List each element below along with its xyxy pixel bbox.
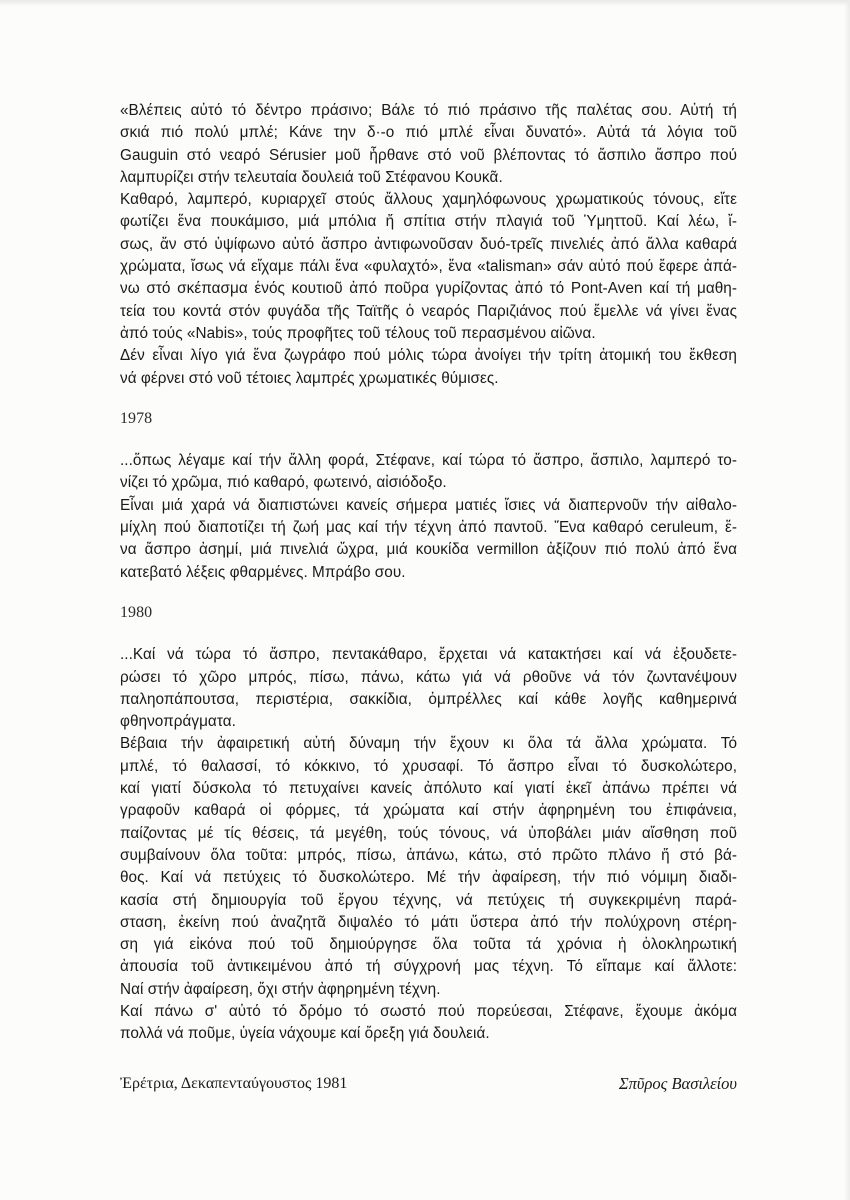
text-line: φθηνοπράγματα. (120, 713, 236, 731)
text-line: κασία στή δημιουργία τοῦ ἔργου τέχνης, νά πετύχεις τή συγκεκριμένη παρά- (120, 891, 737, 909)
text-line: παληοπάπουτσα, περιστέρια, σακκίδια, ὀμπρέλλες καί κάθε λογῆς καθημερινά (120, 690, 737, 708)
page-right-shadow (844, 0, 850, 1200)
text-line: ...ὅπως λέγαμε καί τήν ἄλλη φορά, Στέφανε, καί τώρα τό ἄσπρο, ἄσπιλο, λαμπερό το- (120, 452, 737, 470)
footer (120, 1073, 737, 1097)
text-line: λαμπυρίζει στήν τελευταία δουλειά τοῦ Στέφανου Κουκᾶ. (120, 168, 503, 186)
text-line: μπλέ, τό θαλασσί, τό κόκκινο, τό χρυσαφί. Τό ἄσπρο εἶναι τό δυσκολώτερο, (120, 757, 737, 775)
place-date: Ἐρέτρια, Δεκαπενταύγουστος 1981 (120, 1075, 348, 1092)
text-line: τεία του κοντά στόν φυγάδα τῆς Ταϊτῆς ὁ νεαρός Παριζιάνος πού ἔμελλε νά γίνει ἕνας (120, 302, 737, 320)
text-line: Εἶναι μιά χαρά νά διαπιστώνει κανείς σήμερα ματιές ἴσιες νά διαπερνοῦν τήν αἰθαλο- (120, 496, 737, 514)
text-line: κατεβατό λέξεις φθαρμένες. Μπράβο σου. (120, 563, 406, 581)
section-1 (120, 100, 737, 390)
text-line: Βέβαια τήν ἀφαιρετική αὐτή δύναμη τήν ἔχουν κι ὅλα τά ἄλλα χρώματα. Τό (120, 735, 737, 753)
page-top-shadow (0, 0, 850, 6)
text-line: ἀπουσία τοῦ ἀντικειμένου ἀπό τή σύγχρονή μας τέχνη. Τό εἴπαμε καί ἄλλοτε: (120, 958, 737, 976)
text-line: συμβαίνουν ὅλα τοῦτα: μπρός, πίσω, ἀπάνω, κάτω, στό πρῶτο πλάνο ἤ στό βά- (120, 846, 737, 864)
text-line: νω στό σκέπασμα ἑνός κουτιοῦ ἀπό ποῦρα γυρίζοντας ἀπό τό Pont-Aven καί τή μαθη- (120, 280, 737, 298)
year-heading-1978: 1978 (120, 409, 153, 427)
text-line: σκιά πιό πολύ μπλέ; Κάνε την δ·-ο πιό μπλέ εἶναι δυνατό». Αὐτά τά λόγια τοῦ (120, 124, 737, 142)
text-line: Καί πάνω σ' αὐτό τό δρόμο τό σωστό πού πορεύεσαι, Στέφανε, ἔχουμε ἀκόμα (120, 1002, 737, 1020)
text-line: φωτίζει ἕνα πουκάμισο, μιά μπόλια ἤ σπίτια στήν πλαγιά τοῦ Ὑμηττοῦ. Καί λέω, ἴ- (120, 213, 737, 231)
text-line: ση γιά εἰκόνα πού τοῦ δημιούργησε ὅλα τοῦτα τά χρόνια ἡ ὁλοκληρωτική (120, 936, 737, 954)
text-line: νίζει τό χρῶμα, πιό καθαρό, φωτεινό, αἰσιόδοξο. (120, 474, 447, 492)
body-text (120, 100, 737, 1046)
text-line: θος. Καί νά πετύχεις τό δυσκολώτερο. Μέ τήν ἀφαίρεση, τήν πιό νόμιμη διαδι- (120, 869, 737, 887)
text-line: καί γιατί δύσκολα τό πετυχαίνει κανείς ἀπόλυτο καί γιατί ἐκεῖ ἀπάνω πρέπει νά (120, 780, 737, 798)
text-line: ἀπό τούς «Nabis», τούς προφῆτες τοῦ τέλους τοῦ περασμένου αἰῶνα. (120, 324, 596, 342)
year-heading-1980: 1980 (120, 603, 153, 621)
section-2 (120, 450, 737, 584)
text-line: «Βλέπεις αὐτό τό δέντρο πράσινο; Βάλε τό πιό πράσινο τῆς παλέτας σου. Αὐτή τή (120, 102, 737, 119)
text-line: να ἄσπρο ἀσημί, μιά πινελιά ὤχρα, μιά κουκίδα vermillon ἀξίζουν πιό πολύ ἀπό ἕνα (120, 541, 737, 559)
text-line: πολλά νά ποῦμε, ὑγεία νάχουμε καί ὄρεξη γιά δουλειά. (120, 1025, 490, 1043)
text-line: χρώματα, ἴσως νά εἴχαμε πάλι ἕνα «φυλαχτό», ἕνα «talisman» σάν αὐτό πού ἔφερε ἀπά- (120, 258, 737, 276)
text-line: σως, ἄν στό ὑψίφωνο αὐτό ἄσπρο ἀντιφωνοῦσαν δυό-τρεῖς πινελιές ἀπό ἄλλα καθαρά (120, 235, 737, 253)
text-line: νά φέρνει στό νοῦ τέτοιες λαμπρές χρωματικές θύμισες. (120, 369, 499, 387)
section-3 (120, 644, 737, 1045)
text-line: Gauguin στό νεαρό Sérusier μοῦ ἦρθανε στό νοῦ βλέποντας τό ἄσπιλο ἄσπρο πού (120, 146, 737, 164)
text-line: ...Καί νά τώρα τό ἄσπρο, πεντακάθαρο, ἔρχεται νά κατακτήσει καί νά ἐξουδετε- (120, 646, 737, 664)
text-line: ρώσει τό χῶρο μπρός, πίσω, πάνω, κάτω γιά νά ρθοῦνε νά τόν ζωντανέψουν (120, 668, 737, 686)
text-line: γραφοῦν καθαρά οἱ φόρμες, τά χρώματα καί στήν ἀφηρημένη του ἐπιφάνεια, (120, 802, 737, 820)
text-line: μίχλη πού διαποτίζει τή ζωή μας καί τήν τέχνη ἀπό παντοῦ. Ἕνα καθαρό ceruleum, ἕ- (120, 519, 737, 537)
text-line: παίζοντας μέ τίς θέσεις, τά μεγέθη, τούς τόνους, νά ὑποβάλει μιάν αἴσθηση ποῦ (120, 824, 737, 842)
text-line: Ναί στήν ἀφαίρεση, ὄχι στήν ἀφηρημένη τέχνη. (120, 980, 441, 998)
text-line: Δέν εἶναι λίγο γιά ἕνα ζωγράφο πού μόλις τώρα ἀνοίγει τήν τρίτη ἀτομική του ἔκθεση (120, 347, 737, 365)
text-line: Καθαρό, λαμπερό, κυριαρχεῖ στούς ἄλλους χαμηλόφωνους χρωματικούς τόνους, εἴτε (120, 191, 737, 209)
text-line: σταση, ἐκείνη πού ἀναζητᾶ διψαλέο τό μάτι ὕστερα ἀπό τήν πολύχρονη στέρη- (120, 913, 737, 931)
author-signature: Σπῦρος Βασιλείου (618, 1074, 737, 1093)
